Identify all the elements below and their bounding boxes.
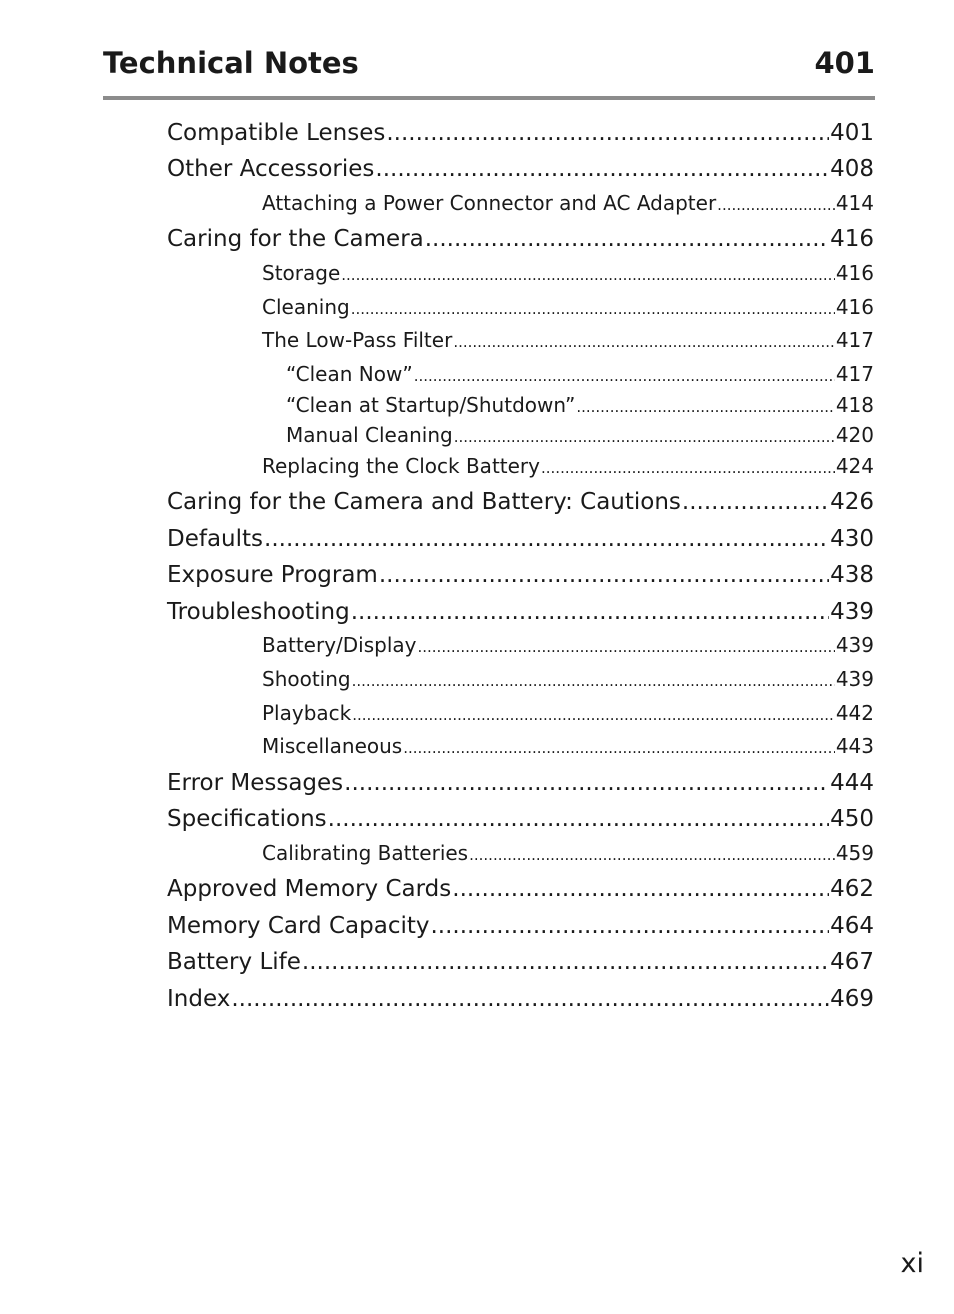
toc-entry-page: 401	[830, 120, 874, 146]
toc-entry-exposure-program[interactable]	[167, 562, 874, 588]
toc-dot-leader	[351, 300, 835, 318]
toc-entry-approved-memory-cards[interactable]	[167, 876, 874, 902]
section-start-page: 401	[814, 46, 875, 80]
toc-entry-page: 417	[835, 362, 874, 386]
toc-entry-page: 443	[835, 734, 874, 758]
toc-entry-compatible-lenses[interactable]	[167, 120, 874, 146]
toc-entry-defaults[interactable]	[167, 526, 874, 552]
toc-entry-label: Miscellaneous	[262, 734, 403, 758]
toc-entry-cleaning[interactable]	[262, 295, 874, 319]
toc-entry-caring-for-camera[interactable]	[167, 226, 874, 252]
toc-entry-battery-life[interactable]	[167, 949, 874, 975]
toc-entry-page: 408	[830, 156, 874, 182]
toc-entry-manual-cleaning[interactable]	[286, 423, 874, 447]
toc-entry-label: Cleaning	[262, 295, 350, 319]
toc-entry-page: 467	[830, 949, 874, 975]
toc-dot-leader	[453, 333, 835, 351]
toc-entry-miscellaneous[interactable]	[262, 734, 874, 758]
toc-entry-battery-display[interactable]	[262, 633, 874, 657]
toc-dot-leader	[682, 489, 829, 515]
toc-dot-leader	[417, 638, 834, 656]
toc-entry-label: Specifications	[167, 806, 327, 832]
toc-entry-label: Manual Cleaning	[286, 423, 453, 447]
toc-dot-leader	[469, 846, 835, 864]
toc-dot-leader	[386, 120, 829, 146]
toc-entry-label: Replacing the Clock Battery	[262, 454, 540, 478]
toc-entry-label: “Clean Now”	[286, 362, 413, 386]
toc-dot-leader	[430, 913, 829, 939]
toc-dot-leader	[576, 398, 835, 416]
toc-entry-page: 424	[835, 454, 874, 478]
toc-entry-troubleshooting[interactable]	[167, 599, 874, 625]
toc-entry-label: Storage	[262, 261, 341, 285]
toc-dot-leader	[541, 459, 835, 477]
toc-entry-storage[interactable]	[262, 261, 874, 285]
toc-entry-page: 416	[830, 226, 874, 252]
toc-entry-page: 450	[830, 806, 874, 832]
toc-dot-leader	[454, 428, 835, 446]
toc-dot-leader	[352, 706, 835, 724]
toc-entry-label: Caring for the Camera	[167, 226, 424, 252]
toc-entry-page: 442	[835, 701, 874, 725]
page-number: xi	[900, 1248, 924, 1279]
toc-dot-leader	[302, 949, 829, 975]
toc-entry-memory-card-capacity[interactable]	[167, 913, 874, 939]
toc-entry-page: 417	[835, 328, 874, 352]
toc-dot-leader	[344, 770, 829, 796]
toc-entry-label: Error Messages	[167, 770, 344, 796]
toc-entry-page: 416	[835, 261, 874, 285]
toc-dot-leader	[352, 672, 835, 690]
toc-entry-label: Attaching a Power Connector and AC Adapter	[262, 191, 717, 215]
toc-dot-leader	[328, 806, 829, 832]
toc-entry-other-accessories[interactable]	[167, 156, 874, 182]
toc-entry-label: Caring for the Camera and Battery: Cautions	[167, 489, 681, 515]
toc-dot-leader	[414, 367, 835, 385]
toc-entry-page: 469	[830, 986, 874, 1012]
toc-dot-leader	[379, 562, 829, 588]
toc-entry-label: Exposure Program	[167, 562, 378, 588]
toc-entry-label: Battery/Display	[262, 633, 417, 657]
toc-entry-page: 438	[830, 562, 874, 588]
toc-entry-page: 418	[835, 393, 874, 417]
toc-entry-label: Defaults	[167, 526, 264, 552]
toc-entry-page: 439	[835, 633, 874, 657]
toc-entry-clean-now[interactable]	[286, 362, 874, 386]
toc-entry-calibrating-batteries[interactable]	[262, 841, 874, 865]
toc-entry-clock-battery[interactable]	[262, 454, 874, 478]
toc-entry-label: Battery Life	[167, 949, 301, 975]
toc-entry-index[interactable]	[167, 986, 874, 1012]
section-title: Technical Notes	[103, 46, 359, 80]
toc-entry-shooting[interactable]	[262, 667, 874, 691]
toc-entry-page: 420	[835, 423, 874, 447]
toc-entry-label: Playback	[262, 701, 352, 725]
toc-dot-leader	[452, 876, 829, 902]
toc-dot-leader	[264, 526, 829, 552]
toc-entry-power-connector[interactable]	[262, 191, 874, 215]
toc-entry-label: Index	[167, 986, 231, 1012]
toc-entry-label: Memory Card Capacity	[167, 913, 430, 939]
toc-entry-label: Troubleshooting	[167, 599, 350, 625]
toc-entry-label: Shooting	[262, 667, 351, 691]
toc-entry-page: 439	[830, 599, 874, 625]
toc-entry-low-pass-filter[interactable]	[262, 328, 874, 352]
toc-dot-leader	[717, 196, 835, 214]
toc-dot-leader	[231, 986, 829, 1012]
toc-dot-leader	[375, 156, 829, 182]
toc-entry-label: Calibrating Batteries	[262, 841, 469, 865]
toc-entry-page: 414	[835, 191, 874, 215]
toc-entry-page: 416	[835, 295, 874, 319]
toc-entry-page: 430	[830, 526, 874, 552]
toc-dot-leader	[351, 599, 829, 625]
toc-entry-cautions[interactable]	[167, 489, 874, 515]
toc-entry-label: Compatible Lenses	[167, 120, 386, 146]
toc-entry-label: The Low-Pass Filter	[262, 328, 453, 352]
toc-entry-clean-startup-shutdown[interactable]	[286, 393, 874, 417]
toc-entry-specifications[interactable]	[167, 806, 874, 832]
toc-entry-page: 459	[835, 841, 874, 865]
toc-entry-label: Approved Memory Cards	[167, 876, 452, 902]
toc-entry-playback[interactable]	[262, 701, 874, 725]
toc-entry-page: 444	[830, 770, 874, 796]
toc-entry-error-messages[interactable]	[167, 770, 874, 796]
toc-entry-label: Other Accessories	[167, 156, 375, 182]
toc-dot-leader	[341, 266, 835, 284]
toc-entry-page: 462	[830, 876, 874, 902]
toc-entry-page: 439	[835, 667, 874, 691]
toc-entry-page: 464	[830, 913, 874, 939]
toc-entry-label: “Clean at Startup/Shutdown”	[286, 393, 576, 417]
toc-dot-leader	[425, 226, 829, 252]
toc-dot-leader	[403, 739, 835, 757]
toc-entry-page: 426	[830, 489, 874, 515]
